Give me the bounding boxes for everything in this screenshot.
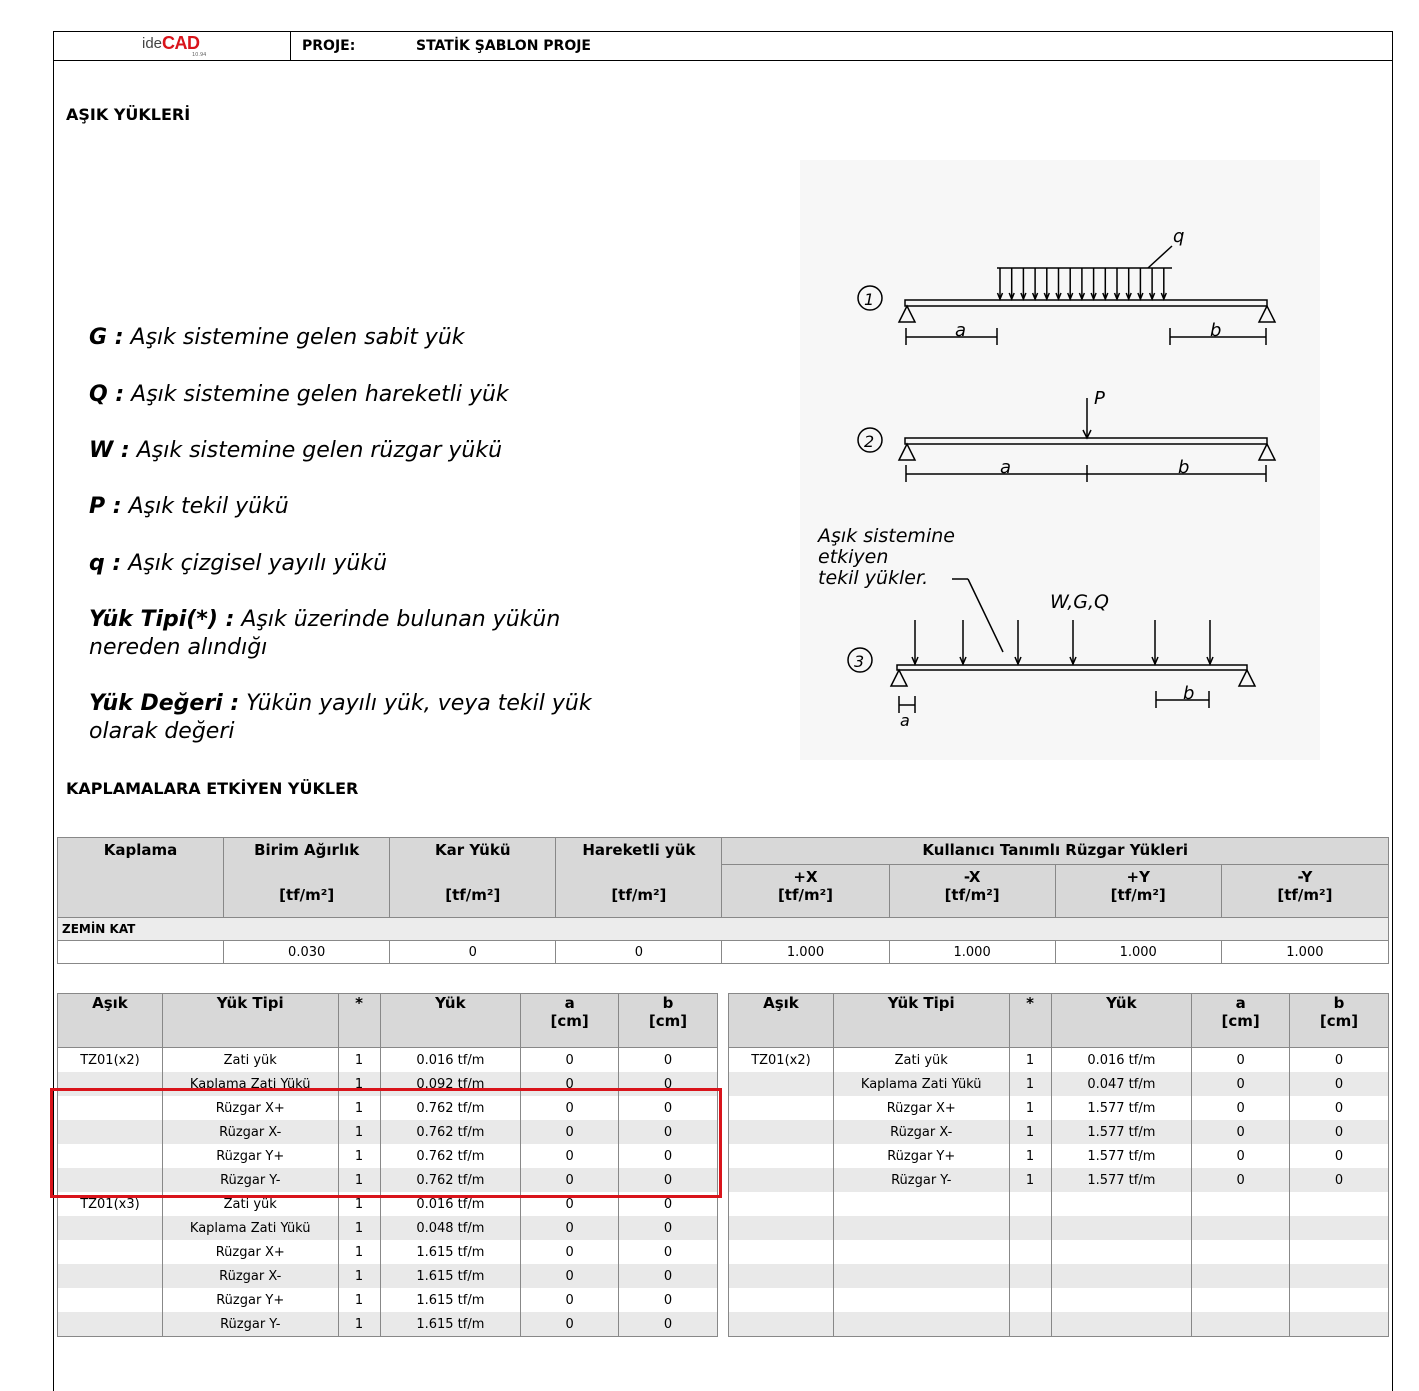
table-cell — [1051, 1288, 1192, 1312]
table-cell — [58, 941, 224, 964]
table-cell: 0 — [521, 1096, 619, 1120]
table-cell — [729, 1264, 834, 1288]
svg-text:a: a — [1000, 457, 1012, 478]
legend-item: Yük Değeri : Yükün yayılı yük, veya tekil yük olarak değeri — [89, 691, 592, 744]
table-cell — [833, 1216, 1009, 1240]
table-cell: 0 — [1290, 1096, 1389, 1120]
table-cell: 0 — [1192, 1168, 1290, 1192]
logo-cad-text: CAD — [162, 33, 200, 53]
table-cell — [1192, 1192, 1290, 1216]
table-cell: 1 — [1009, 1096, 1051, 1120]
table-cell: 0 — [1192, 1096, 1290, 1120]
table-cell: TZ01(x3) — [58, 1192, 163, 1216]
table-cell: 0 — [521, 1264, 619, 1288]
highlight-box — [50, 1088, 722, 1198]
col-py: +Y [tf/m²] — [1055, 865, 1221, 918]
project-label: PROJE: — [302, 38, 356, 54]
legend-item: G : Aşık sistemine gelen sabit yük — [89, 325, 465, 350]
table-cell: 0.092 tf/m — [380, 1072, 521, 1096]
table-row — [729, 1288, 1389, 1312]
col-a: a [cm] — [1192, 994, 1290, 1048]
col-b: b [cm] — [1290, 994, 1389, 1048]
table-cell — [1009, 1216, 1051, 1240]
table-cell: 0 — [619, 1120, 718, 1144]
table-cell: TZ01(x2) — [729, 1048, 834, 1073]
asik-loads-table-right — [728, 993, 1389, 1337]
table-cell — [1192, 1216, 1290, 1240]
table-row — [729, 1264, 1389, 1288]
logo-ide-text: ide — [142, 35, 163, 52]
table-cell — [1009, 1240, 1051, 1264]
table-cell: Rüzgar X+ — [162, 1096, 338, 1120]
table-cell — [1192, 1240, 1290, 1264]
table-cell — [1051, 1216, 1192, 1240]
table-cell — [729, 1312, 834, 1337]
col-hareketli: Hareketli yük [tf/m²] — [556, 838, 722, 918]
table-cell: 0 — [619, 1240, 718, 1264]
table-cell: Zati yük — [833, 1048, 1009, 1073]
table-cell: 1 — [338, 1168, 380, 1192]
table-cell: 0 — [619, 1144, 718, 1168]
support-icon — [1259, 306, 1275, 322]
svg-text:1: 1 — [864, 290, 875, 309]
table-row — [58, 1312, 718, 1337]
table-cell: 0 — [1290, 1168, 1389, 1192]
svg-text:b: b — [1178, 457, 1190, 478]
col-birim: Birim Ağırlık [tf/m²] — [224, 838, 390, 918]
col-yuk-tipi: Yük Tipi — [162, 994, 338, 1048]
idecad-logo — [54, 32, 291, 60]
table-cell: 0 — [1290, 1048, 1389, 1073]
table-row — [58, 1048, 718, 1073]
table-cell: 0.030 — [224, 941, 390, 964]
report-header — [54, 32, 1392, 61]
table-row — [729, 1144, 1389, 1168]
svg-text:a: a — [955, 320, 967, 341]
table-cell: 0 — [521, 1168, 619, 1192]
table-cell: 1 — [338, 1048, 380, 1073]
table-cell: Rüzgar X- — [162, 1264, 338, 1288]
table-cell: 0.762 tf/m — [380, 1144, 521, 1168]
table-cell — [1290, 1216, 1389, 1240]
table-cell: Kaplama Zati Yükü — [162, 1216, 338, 1240]
table-cell: 1.577 tf/m — [1051, 1096, 1192, 1120]
table-cell: 0 — [619, 1264, 718, 1288]
table-row — [729, 1312, 1389, 1337]
table-cell: 0 — [521, 1144, 619, 1168]
table-cell — [729, 1120, 834, 1144]
svg-text:b: b — [1210, 320, 1222, 341]
col-my: -Y [tf/m²] — [1221, 865, 1388, 918]
table-cell — [1192, 1312, 1290, 1337]
table-cell: 0 — [619, 1216, 718, 1240]
table-row — [729, 1096, 1389, 1120]
table-cell: 1 — [338, 1240, 380, 1264]
table-cell: 1 — [338, 1216, 380, 1240]
col-yuk: Yük — [1051, 994, 1192, 1048]
section-title-asik-yukleri: AŞIK YÜKLERİ — [66, 105, 191, 124]
table-cell: 0.762 tf/m — [380, 1120, 521, 1144]
table-cell: 0 — [521, 1120, 619, 1144]
table-cell — [833, 1288, 1009, 1312]
table-row — [58, 1288, 718, 1312]
table-cell: 0 — [619, 1072, 718, 1096]
legend-item: q : Aşık çizgisel yayılı yükü — [89, 551, 388, 576]
table-cell: 0.016 tf/m — [380, 1192, 521, 1216]
svg-text:2: 2 — [864, 432, 875, 451]
table-cell — [1290, 1240, 1389, 1264]
beam-load-diagram — [800, 160, 1320, 760]
table-row — [729, 1240, 1389, 1264]
table-cell — [729, 1192, 834, 1216]
table-cell: Zati yük — [162, 1048, 338, 1073]
table-row — [58, 941, 1389, 964]
table-cell: 1 — [1009, 1144, 1051, 1168]
table-cell: Kaplama Zati Yükü — [162, 1072, 338, 1096]
table-cell: 1 — [1009, 1072, 1051, 1096]
table-cell: 0 — [521, 1048, 619, 1073]
table-cell: TZ01(x2) — [58, 1048, 163, 1073]
table-cell: Rüzgar Y+ — [162, 1144, 338, 1168]
table-cell: 1 — [338, 1192, 380, 1216]
table-cell — [58, 1240, 163, 1264]
table-cell: 0 — [521, 1216, 619, 1240]
project-name: STATİK ŞABLON PROJE — [416, 38, 591, 54]
table-cell — [1051, 1264, 1192, 1288]
table-cell: 0 — [619, 1168, 718, 1192]
svg-text:b: b — [1183, 683, 1195, 704]
table-cell: 1.577 tf/m — [1051, 1144, 1192, 1168]
table-cell — [729, 1288, 834, 1312]
table-row — [729, 1120, 1389, 1144]
table-cell: Kaplama Zati Yükü — [833, 1072, 1009, 1096]
table-cell: 0 — [521, 1312, 619, 1337]
table-cell: 1 — [338, 1312, 380, 1337]
svg-text:etkiyen: etkiyen — [818, 546, 889, 568]
svg-text:a: a — [900, 711, 910, 730]
col-star: * — [1009, 994, 1051, 1048]
table-cell: 0 — [619, 1096, 718, 1120]
table-cell: Rüzgar X+ — [833, 1096, 1009, 1120]
table-cell: Rüzgar Y+ — [833, 1144, 1009, 1168]
table-cell — [1290, 1312, 1389, 1337]
table-cell — [1009, 1312, 1051, 1337]
legend-item: P : Aşık tekil yükü — [89, 494, 289, 519]
table-cell — [833, 1312, 1009, 1337]
table-cell: 1.577 tf/m — [1051, 1120, 1192, 1144]
col-yuk-tipi: Yük Tipi — [833, 994, 1009, 1048]
col-kaplama: Kaplama — [58, 838, 224, 918]
table-cell: 0.762 tf/m — [380, 1168, 521, 1192]
table-cell: 0.016 tf/m — [1051, 1048, 1192, 1073]
table-cell — [729, 1216, 834, 1240]
table-cell: 1.000 — [722, 941, 889, 964]
table-cell: 1.615 tf/m — [380, 1312, 521, 1337]
table-cell — [1290, 1288, 1389, 1312]
table-cell: 0 — [390, 941, 556, 964]
table-cell: 1 — [338, 1288, 380, 1312]
table-cell: 0 — [619, 1288, 718, 1312]
table-cell — [833, 1264, 1009, 1288]
table-cell — [1051, 1240, 1192, 1264]
table-cell: 0 — [1290, 1144, 1389, 1168]
table-cell — [58, 1264, 163, 1288]
table-cell: 1.000 — [1055, 941, 1221, 964]
kaplama-loads-table — [57, 837, 1389, 964]
table-cell — [1009, 1264, 1051, 1288]
table-cell — [58, 1216, 163, 1240]
svg-text:tekil yükler.: tekil yükler. — [818, 567, 929, 589]
table-cell: 0 — [521, 1240, 619, 1264]
table-cell — [729, 1072, 834, 1096]
table-row — [729, 1072, 1389, 1096]
table-cell: 0 — [1192, 1048, 1290, 1073]
table-cell: Rüzgar X+ — [162, 1240, 338, 1264]
table-cell — [729, 1144, 834, 1168]
logo-version: 10.94 — [192, 52, 207, 58]
col-kar: Kar Yükü [tf/m²] — [390, 838, 556, 918]
legend-item: Q : Aşık sistemine gelen hareketli yük — [89, 382, 509, 407]
table-cell: Rüzgar Y- — [833, 1168, 1009, 1192]
table-cell: 0 — [1192, 1120, 1290, 1144]
table-cell: 0 — [521, 1192, 619, 1216]
table-cell — [1290, 1192, 1389, 1216]
table-cell — [58, 1288, 163, 1312]
table-cell: 0 — [619, 1048, 718, 1073]
col-a: a [cm] — [521, 994, 619, 1048]
table-cell: 0 — [619, 1192, 718, 1216]
table-row — [58, 1264, 718, 1288]
table-cell — [58, 1312, 163, 1337]
table-cell: 1.000 — [1221, 941, 1388, 964]
table-cell: 1.577 tf/m — [1051, 1168, 1192, 1192]
table-cell — [833, 1240, 1009, 1264]
table-cell: Rüzgar Y- — [162, 1312, 338, 1337]
table-cell: 1 — [1009, 1048, 1051, 1073]
table-cell: Zati yük — [162, 1192, 338, 1216]
table-cell — [1192, 1288, 1290, 1312]
col-asik: Aşık — [58, 994, 163, 1048]
col-yuk: Yük — [380, 994, 521, 1048]
table-cell: 0 — [1192, 1072, 1290, 1096]
table-cell: 0 — [521, 1072, 619, 1096]
col-b: b [cm] — [619, 994, 718, 1048]
table-cell: 1 — [1009, 1120, 1051, 1144]
table-cell — [729, 1096, 834, 1120]
table-cell: Rüzgar Y+ — [162, 1288, 338, 1312]
table-cell: 1.000 — [889, 941, 1055, 964]
svg-text:3: 3 — [854, 652, 865, 671]
table-cell: Rüzgar X- — [833, 1120, 1009, 1144]
table-cell: 0 — [556, 941, 722, 964]
table-cell: 1 — [1009, 1168, 1051, 1192]
table-cell: 0 — [1290, 1120, 1389, 1144]
svg-text:W,G,Q: W,G,Q — [1050, 591, 1109, 613]
table-cell: 0.047 tf/m — [1051, 1072, 1192, 1096]
table-row — [729, 1168, 1389, 1192]
table-row — [729, 1048, 1389, 1073]
table-cell: 0 — [1192, 1144, 1290, 1168]
table-cell: 0.048 tf/m — [380, 1216, 521, 1240]
col-star: * — [338, 994, 380, 1048]
legend-item: W : Aşık sistemine gelen rüzgar yükü — [89, 438, 503, 463]
table-cell: 0 — [521, 1288, 619, 1312]
col-px: +X [tf/m²] — [722, 865, 889, 918]
table-cell: Rüzgar X- — [162, 1120, 338, 1144]
table-cell — [833, 1192, 1009, 1216]
group-zemin-kat: ZEMİN KAT — [58, 918, 1389, 941]
table-cell: 1 — [338, 1264, 380, 1288]
table-cell — [1290, 1264, 1389, 1288]
col-asik: Aşık — [729, 994, 834, 1048]
table-cell — [1009, 1288, 1051, 1312]
table-cell — [1051, 1312, 1192, 1337]
table-row — [58, 1216, 718, 1240]
svg-text:Aşık sistemine: Aşık sistemine — [818, 525, 955, 547]
legend-item: Yük Tipi(*) : Aşık üzerinde bulunan yükün nereden alındığı — [89, 607, 561, 660]
table-row — [58, 1240, 718, 1264]
table-cell: 1.615 tf/m — [380, 1264, 521, 1288]
table-cell — [1051, 1192, 1192, 1216]
table-cell — [1009, 1192, 1051, 1216]
table-cell: Rüzgar Y- — [162, 1168, 338, 1192]
col-mx: -X [tf/m²] — [889, 865, 1055, 918]
table-cell: 1 — [338, 1096, 380, 1120]
table-cell — [1192, 1264, 1290, 1288]
table-cell: 1 — [338, 1072, 380, 1096]
section-title-kaplama: KAPLAMALARA ETKİYEN YÜKLER — [66, 779, 359, 798]
col-ruzgar: Kullanıcı Tanımlı Rüzgar Yükleri — [722, 838, 1389, 865]
svg-text:q: q — [1173, 226, 1185, 247]
table-cell: 1 — [338, 1120, 380, 1144]
table-cell: 1.615 tf/m — [380, 1288, 521, 1312]
table-cell — [729, 1168, 834, 1192]
table-row — [729, 1216, 1389, 1240]
table-cell: 0 — [619, 1312, 718, 1337]
table-cell: 0 — [1290, 1072, 1389, 1096]
table-cell: 0.762 tf/m — [380, 1096, 521, 1120]
svg-text:P: P — [1094, 388, 1105, 409]
table-cell — [729, 1240, 834, 1264]
table-row — [729, 1192, 1389, 1216]
table-cell: 0.016 tf/m — [380, 1048, 521, 1073]
table-cell: 1 — [338, 1144, 380, 1168]
support-icon — [899, 306, 915, 322]
table-cell: 1.615 tf/m — [380, 1240, 521, 1264]
